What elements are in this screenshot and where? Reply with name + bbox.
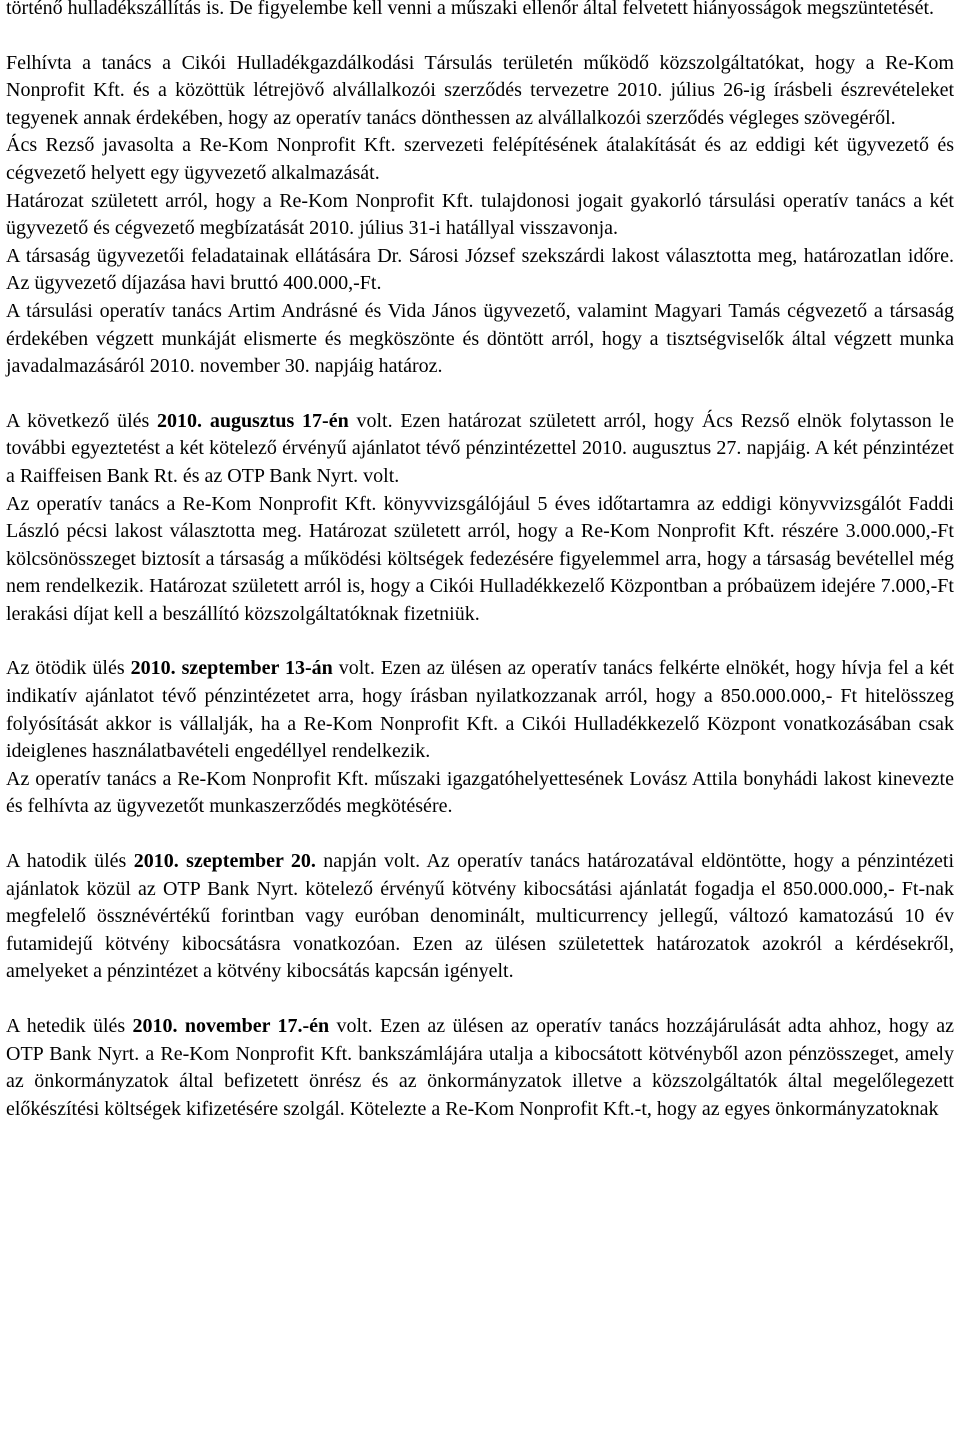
paragraph-restructuring-proposal: Ács Rezső javasolta a Re-Kom Nonprofit Kft. szervezeti felépítésének átalakítását és az eddigi két ügyvezető és cégvezető helyett egy ügyvezető alkalmazását.: [6, 134, 954, 184]
paragraph-auditor-and-loan: Az operatív tanács a Re-Kom Nonprofit Kft. könyvvizsgálójául 5 éves időtartamra az eddigi könyvvizsgálót Faddi László pécsi lakost választotta meg. Határozat született arról, hogy a Re-Kom Nonprofit Kft. részére 3.000.000,-Ft kölcsönösszeget biztosít a társaság a működési költségek fedezésére figyelemmel arra, hogy a társaság bevétellel még nem rendelkezik. Határozat született arról is, hogy a Cikói Hulladékkezelő Központban a próbaüzem idejére 7.000,-Ft lerakási díjat kell a beszállító közszolgáltatóknak fizetniük.: [6, 492, 954, 625]
paragraph-meeting-7: [6, 1013, 954, 1123]
paragraph-mandate-revocation: Határozat született arról, hogy a Re-Kom Nonprofit Kft. tulajdonosi jogait gyakorló társulási operatív tanács a két ügyvezető és cégvezető megbízatását 2010. július 31-i hatállyal visszavonja.: [6, 189, 954, 240]
meeting-5-text: volt. Ezen az ülésen az operatív tanács felkérte elnökét, hogy hívja fel a két indikatív ajánlatot tévő pénzintézetet arra, hogy írásban nyilatkozzanak arról, hogy a 850.000.000,- Ft hitelösszeg folyósítását akkor is vállalják, ha a Re-Kom Nonprofit Kft. a Cikói Hulladékkezelő Központ vonatkozásában csak ideiglenes használatbavételi engedéllyel rendelkezik.: [6, 657, 955, 763]
paragraph-technical-deputy: Az operatív tanács a Re-Kom Nonprofit Kft. műszaki igazgatóhelyettesének Lovász Attila bonyhádi lakost kinevezte és felhívta az ügyvezetőt munkaszerződés megkötésére.: [6, 767, 954, 818]
paragraph-waste-transport: történő hulladékszállítás is. De figyelembe kell venni a műszaki ellenőr által felvetett hiányosságok megszüntetését.: [6, 0, 935, 19]
meeting-6-date: 2010. szeptember 20.: [133, 850, 316, 873]
meeting-7-text: volt. Ezen az ülésen az operatív tanács hozzájárulását adta ahhoz, hogy az OTP Bank Nyrt. a Re-Kom Nonprofit Kft. bankszámlájára utalja a kibocsátott kötvényből azon pénzösszeget, amely az önkormányzatok által befizetett önrész és az önkormányzatok illetve a közszolgáltatók által megelőlegezett előkészítési költségek kifizetésére szolgál. Kötelezte a Re-Kom Nonprofit Kft.-t, hogy az egyes önkormányzatoknak: [6, 1015, 954, 1120]
meeting-4-text: volt. Ezen határozat született arról, hogy Ács Rezső elnök folytasson le további egyeztetést a két kötelező érvényű ajánlatot tévő pénzintézettel 2010. augusztus 27. napjáig. A két pénzintézet a Raiffeisen Bank Rt. és az OTP Bank Nyrt. volt.: [6, 409, 954, 487]
paragraph-meeting-5: [6, 655, 954, 765]
meeting-6-lead: A hatodik ülés: [6, 850, 134, 873]
meeting-5-lead: Az ötödik ülés: [6, 657, 131, 680]
meeting-5-date: 2010. szeptember 13-án: [130, 657, 333, 680]
meeting-7-lead: A hetedik ülés: [6, 1015, 133, 1037]
paragraph-former-officers-remuneration: A társulási operatív tanács Artim Andrásné és Vida János ügyvezető, valamint Magyari Tamás cégvezető a társaság érdekében végzett munkáját elismerte és megköszönte és döntött arról, hogy a tisztségviselők által végzett munka javadalmazásáról 2010. november 30. napjáig határoz.: [6, 299, 954, 378]
meeting-4-lead: A következő ülés: [6, 409, 158, 432]
meeting-6-text: napján volt. Az operatív tanács határozatával eldöntötte, hogy a pénzintézeti ajánlatok közül az OTP Bank Nyrt. kötelező érvényű kötvény kibocsátási ajánlatát fogadja el 850.000.000,- Ft-nak megfelelő össznévértékű forintban vagy euróban denominált, multicurrency jellegű, változó kamatozású 10 év futamidejű kötvény kibocsátásra vonatkozóan. Ezen az ülésen születettek határozatok azokról a kérdésekről, amelyeket a pénzintézet a kötvény kibocsátás kapcsán igényelt.: [6, 850, 955, 983]
meeting-7-date: 2010. november 17.-én: [132, 1015, 330, 1037]
meeting-4-date: 2010. augusztus 17-én: [157, 409, 349, 432]
paragraph-new-managing-director: A társaság ügyvezetői feladatainak ellátására Dr. Sárosi József szekszárdi lakost választotta meg, határozatlan időre. Az ügyvezető díjazása havi bruttó 400.000,-Ft.: [6, 244, 954, 295]
paragraph-meeting-6: [6, 848, 954, 986]
paragraph-subcontractor-contract: Felhívta a tanács a Cikói Hulladékgazdálkodási Társulás területén működő közszolgáltatókat, hogy a Re-Kom Nonprofit Kft. és a közöttük létrejövő alvállalkozói szerződés tervezetre 2010. július 26-ig írásbeli észrevételeket tegyenek annak érdekében, hogy az operatív tanács dönthessen az alvállalkozói szerződés végleges szövegéről.: [6, 51, 954, 129]
paragraph-meeting-4: [6, 408, 954, 491]
